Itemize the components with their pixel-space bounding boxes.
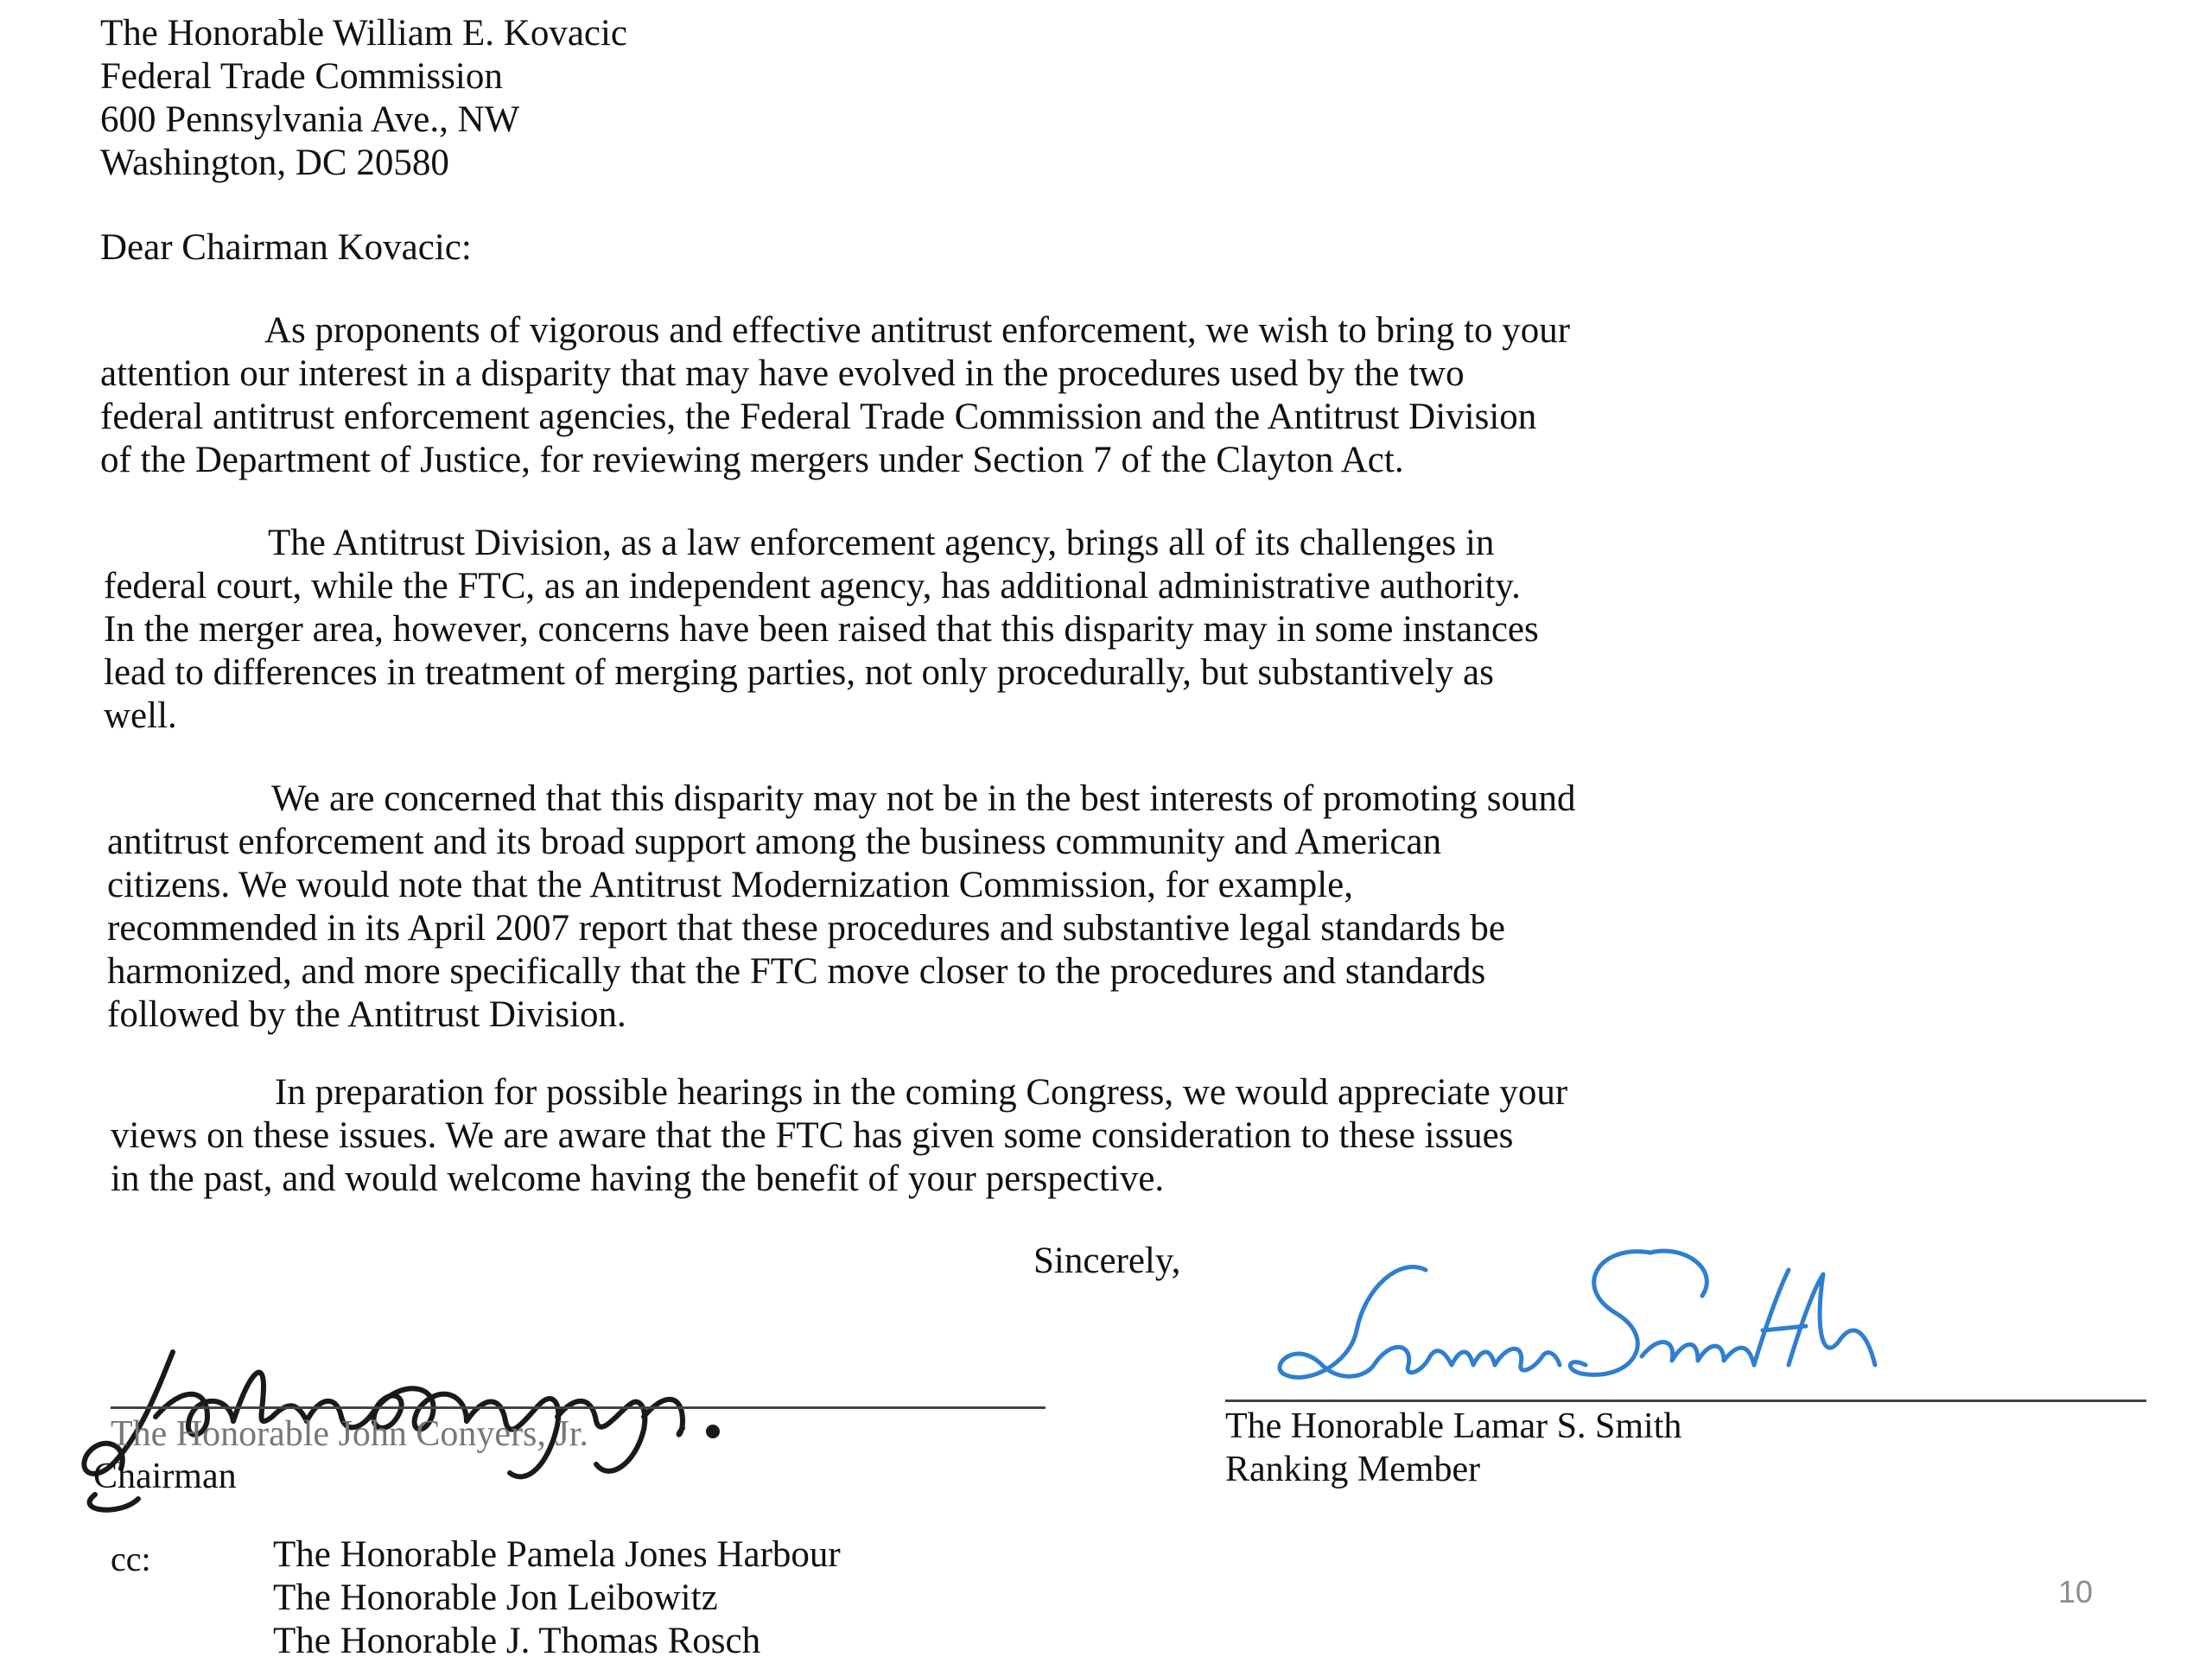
paragraph-line: well. [104, 695, 177, 736]
cc-item: The Honorable Pamela Jones Harbour [273, 1534, 841, 1575]
paragraph-line: attention our interest in a disparity that may have evolved in the procedures used by the two [100, 353, 1465, 394]
closing: Sincerely, [1033, 1241, 1181, 1281]
paragraph-line: in the past, and would welcome having the benefit of your perspective. [111, 1158, 1165, 1199]
signatory-title-right: Ranking Member [1225, 1450, 1481, 1489]
signature-line-left [111, 1406, 1046, 1409]
slide-page-number: 10 [2058, 1574, 2094, 1609]
paragraph-line: federal antitrust enforcement agencies, the Federal Trade Commission and the Antitrust Division [100, 397, 1537, 437]
recipient-line: The Honorable William E. Kovacic [100, 13, 628, 54]
paragraph-line: views on these issues. We are aware that the FTC has given some consideration to these issues [111, 1115, 1514, 1156]
paragraph-line: As proponents of vigorous and effective antitrust enforcement, we wish to bring to your [264, 310, 1571, 351]
paragraph-line: In preparation for possible hearings in the coming Congress, we would appreciate your [275, 1072, 1568, 1113]
paragraph-line: of the Department of Justice, for reviewing mergers under Section 7 of the Clayton Act. [100, 440, 1404, 480]
paragraph-line: lead to differences in treatment of merging parties, not only procedurally, but substantively as [104, 652, 1494, 693]
cc-label: cc: [111, 1539, 151, 1578]
paragraph-line: federal court, while the FTC, as an independent agency, has additional administrative authority. [104, 566, 1521, 606]
body-paragraph [100, 309, 1570, 482]
cc-list [273, 1533, 841, 1663]
paragraph-line: citizens. We would note that the Antitrust Modernization Commission, for example, [107, 865, 1353, 905]
cc-item: The Honorable Jon Leibowitz [273, 1577, 718, 1618]
signatory-name-right: The Honorable Lamar S. Smith [1225, 1406, 1682, 1446]
recipient-line: Washington, DC 20580 [100, 143, 449, 183]
signatory-title-left: Chairman [93, 1457, 237, 1496]
paragraph-line: We are concerned that this disparity may not be in the best interests of promoting sound [271, 778, 1576, 819]
body-paragraph [107, 778, 1576, 1037]
signature-line-right [1225, 1400, 2146, 1402]
paragraph-line: recommended in its April 2007 report that these procedures and substantive legal standards be [107, 908, 1506, 949]
paragraph-line: harmonized, and more specifically that the FTC move closer to the procedures and standards [107, 951, 1486, 992]
paragraph-line: antitrust enforcement and its broad support among the business community and American [107, 822, 1442, 862]
recipient-line: Federal Trade Commission [100, 56, 503, 97]
body-paragraph [104, 522, 1539, 738]
paragraph-line: In the merger area, however, concerns have been raised that this disparity may in some instances [104, 609, 1539, 650]
body-paragraph [111, 1071, 1567, 1201]
recipient-line: 600 Pennsylvania Ave., NW [100, 99, 520, 140]
paragraph-line: The Antitrust Division, as a law enforcement agency, brings all of its challenges in [268, 523, 1495, 563]
salutation: Dear Chairman Kovacic: [100, 227, 472, 268]
cc-item: The Honorable J. Thomas Rosch [273, 1621, 761, 1661]
signature-right-graphic [1270, 1235, 1927, 1408]
paragraph-line: followed by the Antitrust Division. [107, 994, 626, 1035]
signatory-name-left: The Honorable John Conyers, Jr. [111, 1414, 588, 1454]
